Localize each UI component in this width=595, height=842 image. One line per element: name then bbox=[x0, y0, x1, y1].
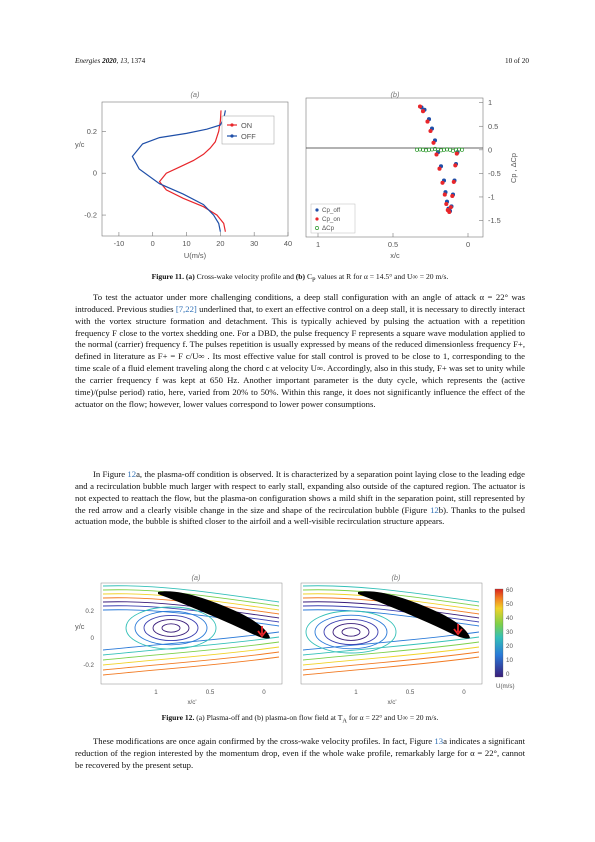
y-tick-label: -1 bbox=[488, 192, 495, 202]
fig11b-tag: (b) bbox=[390, 90, 400, 99]
data-point bbox=[454, 164, 457, 167]
data-point bbox=[435, 153, 438, 156]
citation-link[interactable]: [7,22] bbox=[175, 303, 197, 314]
data-point bbox=[432, 141, 435, 144]
svg-text:0.5: 0.5 bbox=[405, 689, 415, 696]
y-tick-label: -0.2 bbox=[84, 210, 97, 220]
figure-link[interactable]: 12 bbox=[430, 504, 439, 515]
svg-text:0: 0 bbox=[262, 689, 266, 696]
paragraph-wake-profiles: These modifications are once again confirmed by the cross-wake velocity profiles. In fact, Figure 13a indicates a significant reduction of the region interested by the momentum drop, even if the whole wake profile, remarkably large for α = 22°, cannot be recovered by the present setup. bbox=[75, 736, 525, 770]
fig12b-tag: (b) bbox=[391, 573, 401, 582]
fig11b-chart bbox=[306, 90, 518, 260]
colorbar-tick-label: 30 bbox=[506, 629, 513, 636]
y-tick-label: -0.5 bbox=[488, 168, 501, 178]
x-tick-label: 0 bbox=[465, 240, 471, 249]
figure-link[interactable]: 12 bbox=[127, 469, 137, 479]
fig12a-xlabel: x/c' bbox=[187, 699, 197, 706]
colorbar-tick-label: 60 bbox=[506, 587, 513, 594]
legend-cpon-label: Cp_on bbox=[322, 216, 341, 223]
legend-on-label: ON bbox=[241, 121, 253, 130]
x-tick-label: 20 bbox=[216, 239, 225, 248]
data-point bbox=[441, 181, 444, 184]
data-point bbox=[429, 129, 432, 132]
colorbar-tick-label: 10 bbox=[506, 657, 513, 664]
svg-text:0.5: 0.5 bbox=[205, 689, 215, 696]
colorbar-tick-label: 40 bbox=[506, 615, 513, 622]
paragraph-deep-stall: To test the actuator under more challenging conditions, a deep stall configuration with an angle of attack α = 22° was introduced. Previous studies [7,22] underlined that, to exert an effective control on a deep stall, it is necessary to directly interact with the vortex structure formation and detachment. This is typically achieved by pulsing the actuation with a repetition frequency F close to the vortex shedding one. For a DBD, the pulse frequency F represents a square wave modulation applied to the normal (carrier) frequency f. The pulses repetition is usually expressed by means of the reduced dimensionless frequency F+, defined in literature as F+ = F c/U∞ . Its most effective value for stall control is proved to be close to 1, corresponding to the time scale of a fluid element traveling along the chord c at velocity U∞. Accordingly, also in this study, F+ was set to unity while the carrier frequency f was kept at 650 Hz. Another important parameter is the duty cycle, which represents the (active time)/(pulse period) ratio, here, varied from 20% to 50%. Within this range, it does not significantly influence the effect of the actuator on the flow; however, lower values correspond to lower power consumptions. bbox=[75, 292, 525, 409]
x-tick-label: 30 bbox=[250, 239, 259, 248]
y-tick-label: 0.5 bbox=[488, 121, 499, 131]
data-point bbox=[443, 193, 446, 196]
running-header-citation: Energies 2020, 13, 1374 bbox=[75, 57, 146, 65]
paragraph-figure12-discussion: In Figure 12a, the plasma-off condition is observed. It is characterized by a separation point laying close to the leading edge and a recirculation bubble much larger with respect to early stall, expanding also outside of the captured region. The actuator is not expected to reattach the flow, but the plasma-on configuration shows a mild shift in the separation point, still represented by the red arrow and a clearly visible change in the size and shape of the recirculation bubble (Figure 12b). Thanks to the pulsed actuation mode, the bubble is shifted closer to the airfoil and a well-visible recirculation structure appears. bbox=[75, 469, 525, 527]
x-tick-label: 0.5 bbox=[387, 240, 399, 249]
svg-text:0: 0 bbox=[90, 635, 94, 642]
fig11b-xlabel: x/c bbox=[390, 251, 400, 260]
fig11a-ylabel: y/c bbox=[75, 140, 85, 149]
y-tick-label: 0 bbox=[488, 145, 493, 155]
data-point bbox=[455, 152, 458, 155]
colorbar-tick-label: 50 bbox=[506, 601, 513, 608]
svg-text:1: 1 bbox=[154, 689, 158, 696]
x-tick-label: 10 bbox=[182, 239, 191, 248]
fig11a-tag: (a) bbox=[190, 90, 200, 99]
series-line-off bbox=[132, 110, 225, 231]
x-tick-label: -10 bbox=[113, 239, 125, 248]
svg-text:-0.2: -0.2 bbox=[83, 662, 94, 669]
fig12b-flowfield bbox=[301, 573, 482, 706]
legend-on-marker bbox=[230, 123, 233, 126]
svg-text:0.2: 0.2 bbox=[85, 608, 94, 615]
fig11b-ylabel: Cp , ΔCp bbox=[509, 153, 518, 183]
y-tick-label: 1 bbox=[488, 98, 493, 108]
legend-cpoff-label: Cp_off bbox=[322, 207, 341, 214]
legend-dcp-label: ΔCp bbox=[322, 225, 335, 232]
data-point bbox=[449, 206, 452, 209]
x-tick-label: 40 bbox=[283, 239, 293, 248]
fig11a-xlabel: U(m/s) bbox=[183, 251, 207, 260]
data-point bbox=[452, 180, 455, 183]
colorbar-tick-label: 0 bbox=[506, 671, 510, 678]
legend-cpoff-marker bbox=[315, 208, 318, 211]
fig11a-chart bbox=[75, 90, 292, 260]
colorbar-tick-label: 20 bbox=[506, 643, 513, 650]
data-point bbox=[421, 110, 424, 113]
fig12-colorbar bbox=[495, 587, 515, 690]
legend-cpon-marker bbox=[315, 217, 318, 220]
x-tick-label: 0 bbox=[150, 239, 155, 248]
legend-off-label: OFF bbox=[241, 132, 256, 141]
data-point bbox=[448, 210, 451, 213]
svg-text:0: 0 bbox=[462, 689, 466, 696]
figure12-caption: Figure 12. (a) Plasma-off and (b) plasma-on flow field at $T_A$ for α = 22° and U∞ = 20 m/s. bbox=[161, 713, 439, 725]
data-point bbox=[438, 167, 441, 170]
fig12-ylabel: y/c bbox=[75, 622, 85, 631]
data-point bbox=[451, 194, 454, 197]
y-tick-label: -1.5 bbox=[488, 216, 501, 226]
data-point bbox=[418, 105, 421, 108]
legend-off-marker bbox=[230, 134, 233, 137]
x-tick-label: 1 bbox=[315, 240, 321, 249]
fig12a-tag: (a) bbox=[191, 573, 201, 582]
colorbar-label: U(m/s) bbox=[496, 683, 515, 690]
fig12b-xlabel: x/c' bbox=[387, 699, 397, 706]
y-tick-label: 0 bbox=[92, 168, 97, 178]
fig12a-flowfield bbox=[75, 573, 282, 706]
svg-text:1: 1 bbox=[354, 689, 358, 696]
figure11-caption: Figure 11. (a) Cross-wake velocity profile and (b) $C_P$ values at R for α = 14.5° and U∞ = 20 m/s. bbox=[151, 272, 449, 284]
page-number: 10 of 20 bbox=[505, 57, 529, 65]
y-tick-label: 0.2 bbox=[86, 126, 97, 136]
data-point bbox=[445, 202, 448, 205]
figure-link[interactable]: 13 bbox=[434, 736, 444, 746]
data-point bbox=[426, 120, 429, 123]
series-line-on bbox=[160, 110, 226, 231]
